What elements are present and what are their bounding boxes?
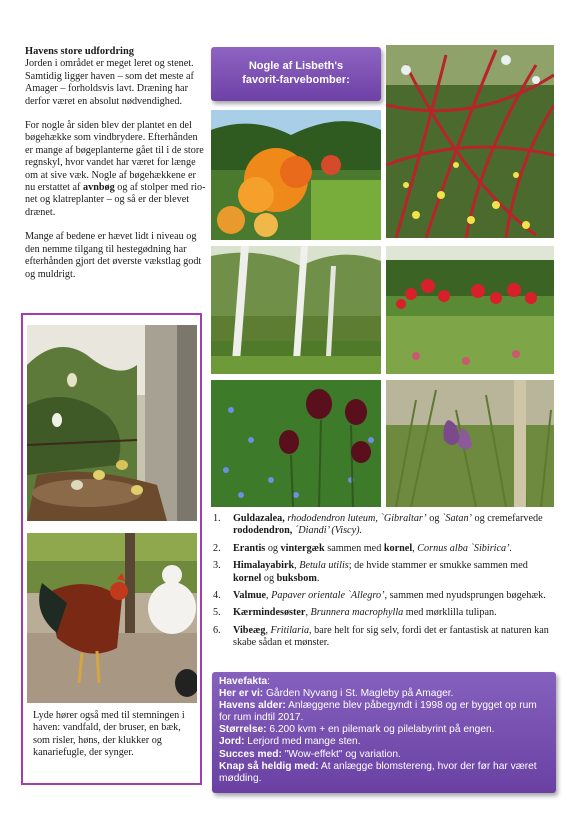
plant-latin: Cornus alba `Sibirica’. xyxy=(417,542,513,554)
favorites-heading-box xyxy=(211,47,381,101)
fact-row xyxy=(219,749,549,761)
favorites-heading-line-1: Nogle af Lisbeth's xyxy=(248,60,344,72)
plant-name: Himalayabirk xyxy=(233,560,295,572)
fact-row xyxy=(219,736,549,748)
plant-text: og xyxy=(426,513,442,524)
facts-title-text: Havefakta xyxy=(219,676,268,687)
fact-value: Gården Nyvang i St. Magleby på Amager. xyxy=(263,688,454,700)
poppy-photo xyxy=(386,246,554,374)
plant-text: og xyxy=(265,542,281,554)
list-number: 4. xyxy=(213,590,221,602)
list-item xyxy=(213,625,558,650)
fact-value: Lerjord med mange sten. xyxy=(244,736,361,748)
plant-name: Valmue xyxy=(233,590,267,602)
plant-text: , xyxy=(412,542,418,554)
fact-label: Størrelse: xyxy=(219,724,267,736)
intro-paragraph-2-bold: avnbøg xyxy=(83,182,115,194)
fact-label: Her er vi: xyxy=(219,688,264,700)
canary-aviary-photo xyxy=(27,325,197,521)
plant-text: ; de hvide stammer er smukke sammen med xyxy=(348,560,528,572)
plant-name: Guldazalea, xyxy=(233,513,285,524)
plant-text: , xyxy=(305,607,311,619)
plant-list xyxy=(213,513,558,655)
fact-value: "Wow-effekt" og variation. xyxy=(281,748,401,760)
list-item xyxy=(213,513,558,538)
facts-title-colon: : xyxy=(267,676,270,687)
plant-text: og xyxy=(261,572,277,584)
list-number: 3. xyxy=(213,560,221,572)
sounds-caption: Lyde hører også med til stemningen i haven: vandfald, der bruser, en bæk, som risler, høns, der klukker og kanariefugle, der synger. xyxy=(33,710,185,759)
plant-text: , xyxy=(266,590,272,602)
plant-latin: Papaver orientale `Allegro’ xyxy=(271,590,385,602)
fact-row xyxy=(219,724,549,736)
fact-row xyxy=(219,700,549,724)
intro-paragraph-2-end: og af stolper med rio-net og klatreplanter – og så er der blevet drænet. xyxy=(25,182,206,218)
plant-name: Kærmindesøster xyxy=(233,607,306,619)
garden-facts-box xyxy=(212,672,556,793)
list-number: 2. xyxy=(213,542,221,554)
plant-latin: `Satan’ xyxy=(441,513,472,524)
plant-text: , sammen med nyudsprungen bøgehæk. xyxy=(384,590,546,602)
fact-value: 6.200 kvm + en pilemark og pilelabyrint på engen. xyxy=(266,724,495,736)
intro-paragraph-3: Mange af bedene er hævet lidt i niveau og den nemme tilgang til hestegødning har efterhånden gjort det øverste vækstlag godt og muldrigt. xyxy=(25,231,202,280)
plant-name: kornel xyxy=(233,572,262,584)
intro-paragraph-2-text: For nogle år siden blev der plantet en del bøgehække som vindbrydere. Efterhånden er mange af bøgeplanterne gået til i de store regnskyl, hvor vandet har været for længe om at sive væk. Nogle af bøgehækkene er nu erstattet af xyxy=(25,120,204,194)
list-number: 1. xyxy=(213,513,221,524)
plant-latin: Brunnera macrophylla xyxy=(310,607,404,619)
plant-name: Erantis xyxy=(233,542,266,554)
plant-text: sammen med xyxy=(324,542,384,554)
plant-name: vintergæk xyxy=(280,542,325,554)
plant-text: . xyxy=(316,572,320,584)
plant-name: buksbom xyxy=(276,572,317,584)
azalea-photo xyxy=(211,110,381,240)
plant-text: , bare helt for sig selv, fordi det er fantastisk at naturen kan skabe sådan et mønster. xyxy=(233,624,549,649)
plant-text: , xyxy=(294,560,300,572)
plant-latin: Fritilaria xyxy=(270,624,310,636)
plant-name: Vibeæg xyxy=(233,624,266,636)
list-item xyxy=(213,560,558,585)
fact-label: Jord: xyxy=(219,736,245,748)
fact-row xyxy=(219,761,549,785)
fritillaria-photo xyxy=(386,380,554,507)
rooster-hens-photo xyxy=(27,533,197,703)
plant-latin: Betula utilis xyxy=(299,560,349,572)
plant-text: med mørklilla tulipan. xyxy=(403,607,497,619)
plant-latin: ´Diandi’ (Viscy). xyxy=(292,525,363,537)
plant-text: og cremefarvede xyxy=(471,513,543,524)
sound-photo-frame xyxy=(21,313,202,785)
intro-paragraph-2 xyxy=(25,120,208,219)
list-item xyxy=(213,607,558,619)
fact-value: At anlægge blomstereng, hvor der før har været mødding. xyxy=(219,760,537,784)
fact-row xyxy=(219,688,549,700)
tulip-photo xyxy=(211,380,381,507)
intro-paragraph-1: Jorden i området er meget leret og stenet. Samtidig ligger haven – som det meste af Amager – forholdsvis lavt. Dræning har derfor været en absolut nødvendighed. xyxy=(25,58,194,107)
red-stems-photo xyxy=(386,45,554,238)
list-number: 5. xyxy=(213,607,221,619)
plant-latin: rhododendron luteum, `Gibraltar’ xyxy=(284,513,427,524)
favorites-heading-line-2: favorit-farvebomber: xyxy=(242,74,350,86)
intro-article xyxy=(25,46,208,293)
plant-name: rododendron, xyxy=(233,525,293,537)
list-item xyxy=(213,590,558,602)
birch-photo xyxy=(211,246,381,374)
plant-name: kornel xyxy=(383,542,413,554)
list-item xyxy=(213,543,558,555)
fact-label: Havens alder: xyxy=(219,700,286,712)
fact-label: Knap så heldig med: xyxy=(219,760,319,772)
facts-title xyxy=(219,676,549,688)
plant-text: , xyxy=(265,624,271,636)
fact-value: Anlæggene blev påbegyndt i 1998 og er bygget op rum for rum indtil 2017. xyxy=(219,700,537,724)
fact-label: Succes med: xyxy=(219,748,282,760)
list-number: 6. xyxy=(213,624,221,636)
section-heading: Havens store udfordring xyxy=(25,46,134,57)
